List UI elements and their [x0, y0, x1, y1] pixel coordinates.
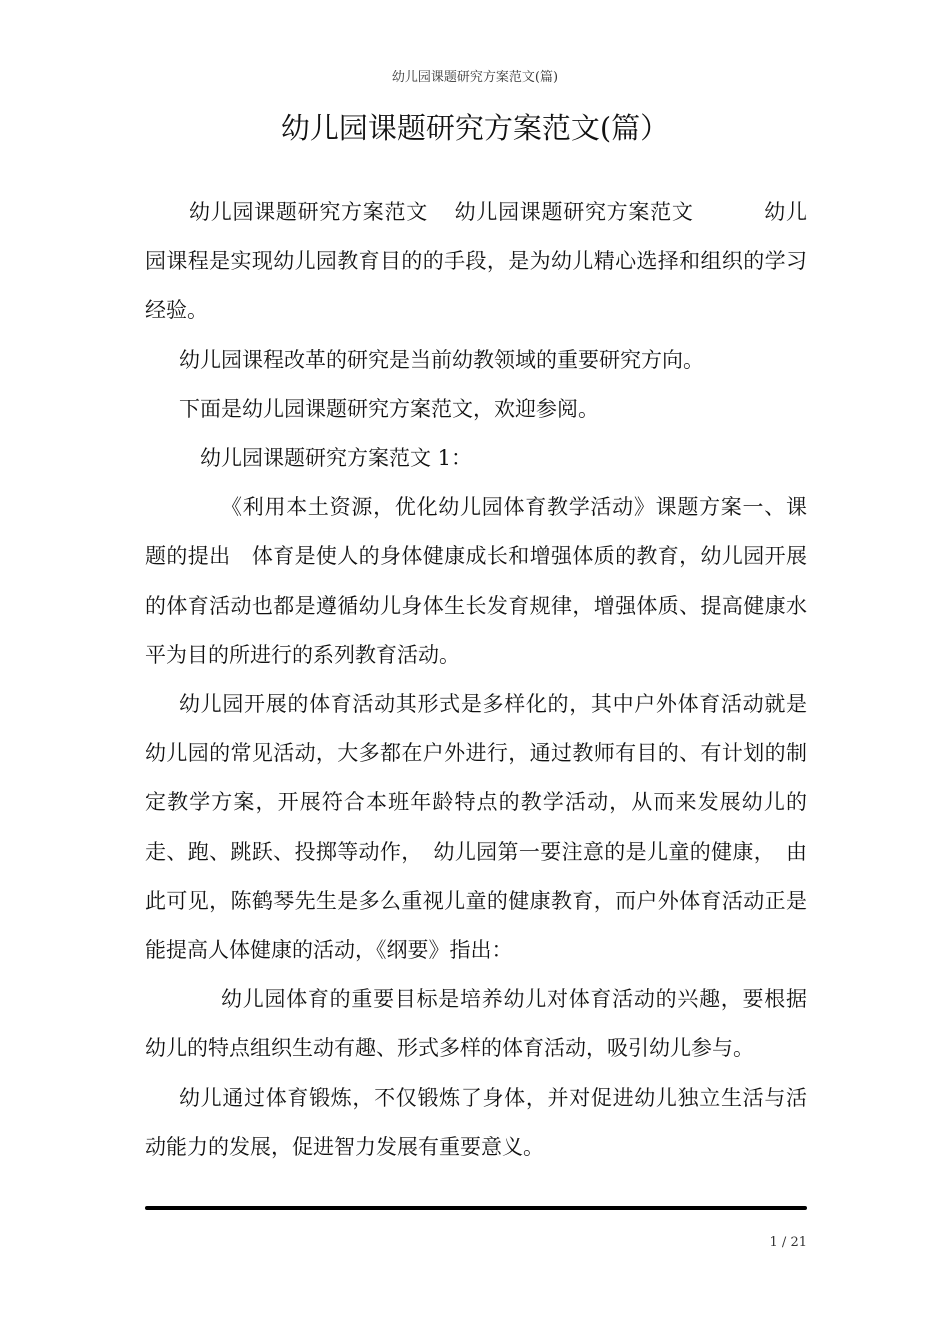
paragraph-2: 幼儿园课程改革的研究是当前幼教领域的重要研究方向。 [179, 347, 704, 372]
footer-rule [145, 1206, 807, 1210]
intro-part-3: 幼儿园课程是实现幼儿园教育目的的手段，是为幼儿精心选择和组织的学习经验。 [145, 200, 808, 323]
intro-part-1: 幼儿园课题研究方案范文 [189, 200, 428, 224]
document-title: 幼儿园课题研究方案范文(篇） [280, 111, 670, 145]
intro-part-2: 幼儿园课题研究方案范文 [453, 200, 694, 224]
paragraph-6: 幼儿园开展的体育活动其形式是多样化的，其中户外体育活动就是幼儿园的常见活动，大多都在户外进行，通过教师有目的、有计划的制定教学方案，开展符合本班年龄特点的教学活动，从而来发展幼儿的走、跑、跳跃、投掷等动作， 幼儿园第一要注意的是儿童的健康， 由此可见，陈鹤琴先生是多么重视儿童的健康教育，而户外体育活动正是能提高人体健康的活动，《纲要》指出： [145, 692, 807, 963]
running-header: 幼儿园课题研究方案范文(篇) [391, 70, 559, 85]
paragraph-3: 下面是幼儿园课题研究方案范文，欢迎参阅。 [179, 396, 599, 421]
paragraph-8: 幼儿通过体育锻炼，不仅锻炼了身体，并对促进幼儿独立生活与活动能力的发展，促进智力发展有重要意义。 [145, 1085, 807, 1159]
paragraph-5: 《利用本土资源，优化幼儿园体育教学活动》课题方案一、课题的提出 体育是使人的身体健康成长和增强体质的教育，幼儿园开展的体育活动也都是遵循幼儿身体生长发育规律，增强体质、提高健康水平为目的所进行的系列教育活动。 [145, 495, 807, 667]
paragraph-intro [145, 188, 807, 336]
page-number: 1 / 21 [769, 1235, 807, 1250]
document-body [145, 188, 807, 1172]
paragraph-4: 幼儿园课题研究方案范文 1： [200, 446, 473, 471]
paragraph-7: 幼儿园体育的重要目标是培养幼儿对体育活动的兴趣，要根据幼儿的特点组织生动有趣、形式多样的体育活动，吸引幼儿参与。 [145, 987, 807, 1061]
